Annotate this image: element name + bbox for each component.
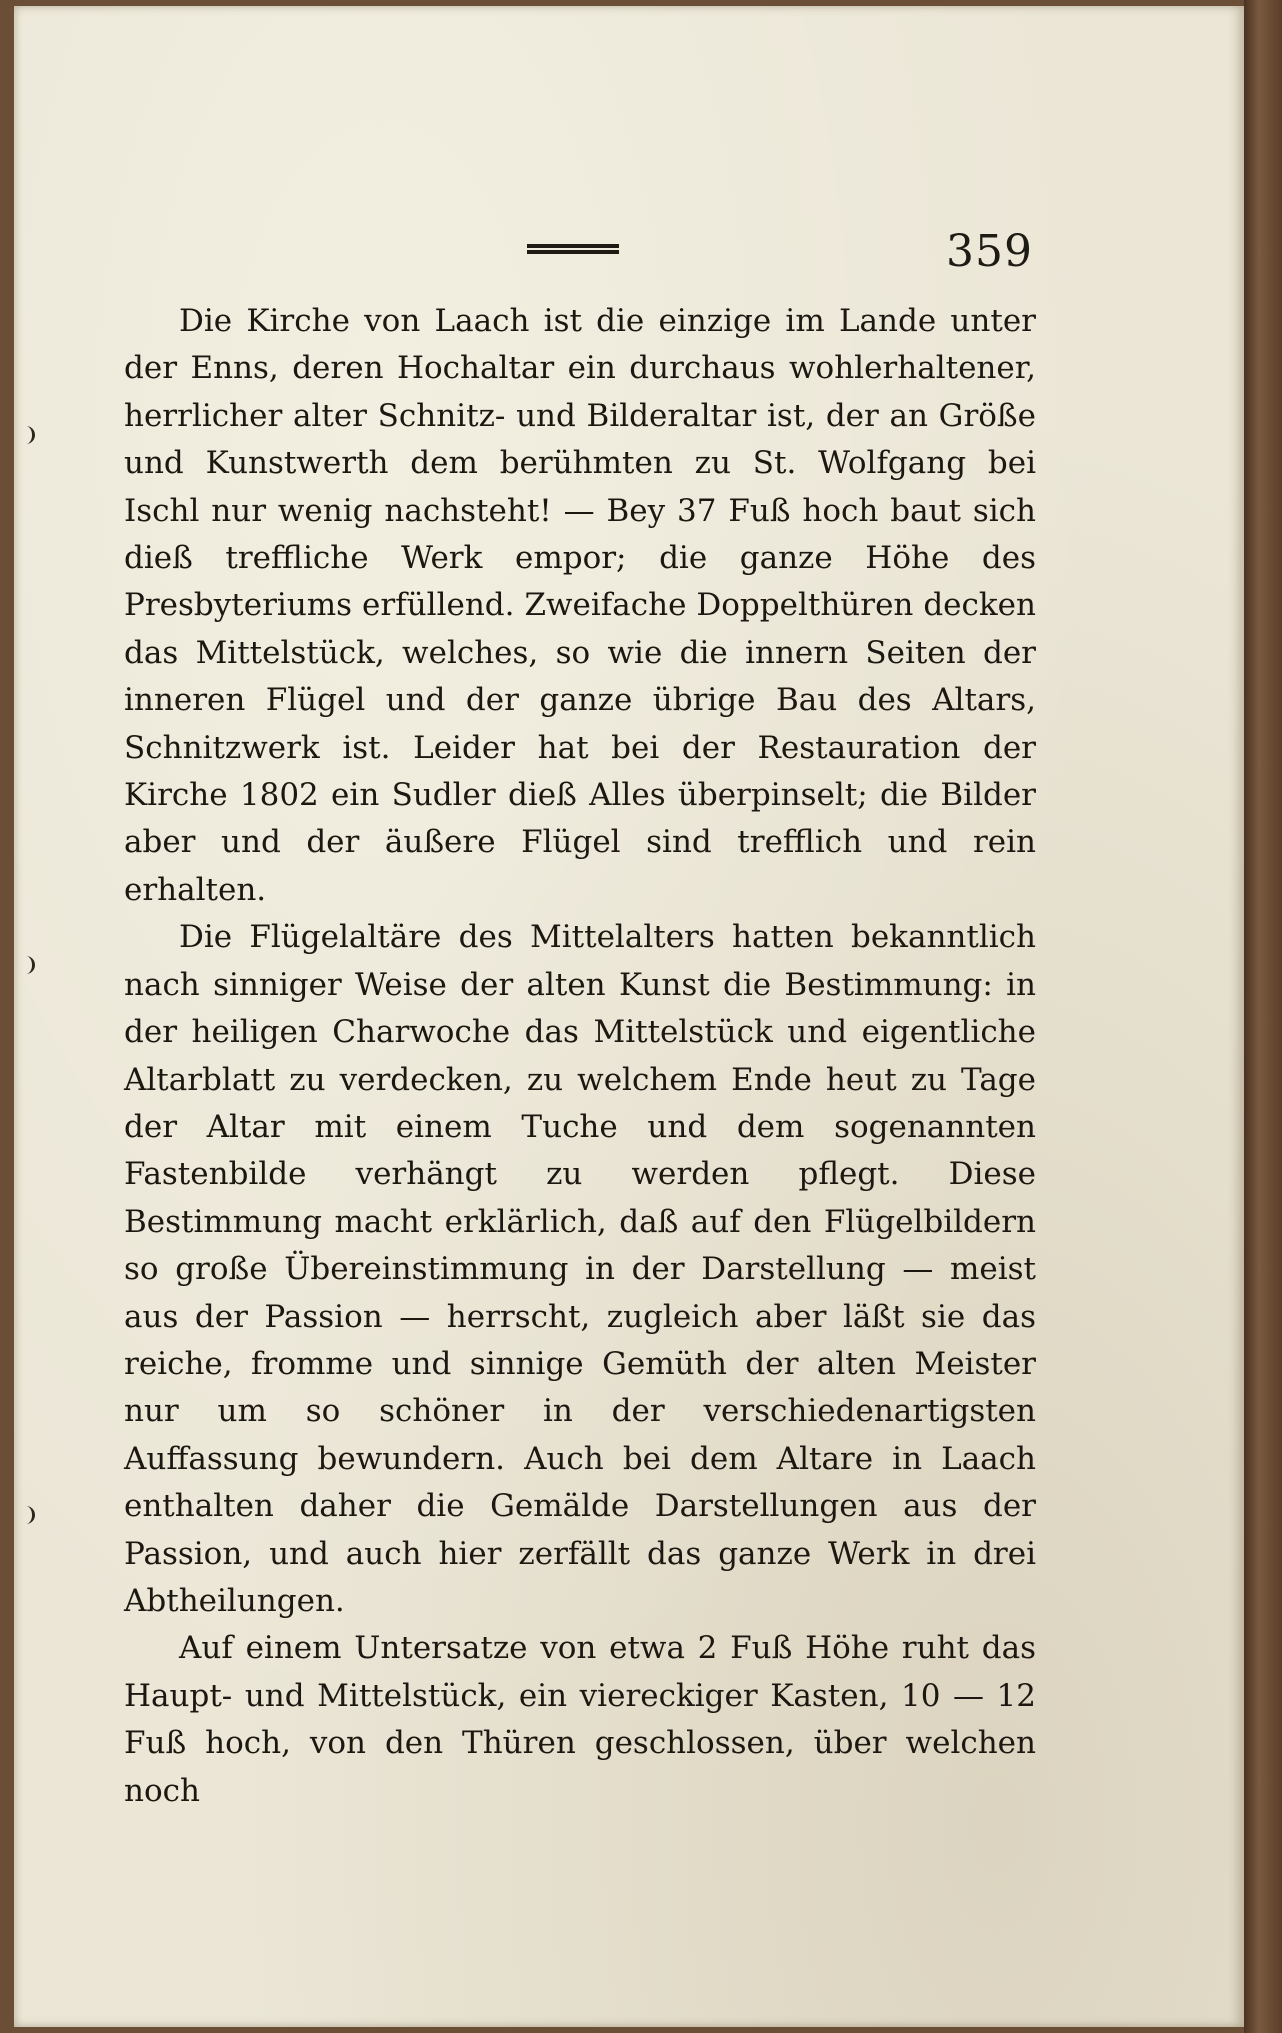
page-header [14,226,1244,276]
book-edge [1244,0,1282,2033]
paragraph-3: Auf einem Untersatze von etwa 2 Fuß Höhe ruht das Haupt- und Mittelstück, ein viereckiger Kasten, 10 — 12 Fuß hoch, von den Thüren geschlossen, über welchen noch [124,1630,1036,1809]
book-page [14,6,1244,2027]
paragraph-2: Die Flügelaltäre des Mittelalters hatten bekanntlich nach sinniger Weise der alten Kunst die Bestimmung: in der heiligen Charwoche das Mittelstück und eigentliche Altarblatt zu verdecken, zu welchem Ende heut zu Tage der Altar mit einem Tuche und dem sogenannten Fastenbilde verhängt zu werden pflegt. Diese Bestimmung macht erklärlich, daß auf den Flügelbildern so große Übereinstimmung in der Darstellung — meist aus der Passion — herrscht, zugleich aber läßt sie das reiche, fromme und sinnige Gemüth der alten Meister nur um so schöner in der verschiedenartigsten Auffassung bewundern. Auch bei dem Altare in Laach enthalten daher die Gemälde Darstellungen aus der Passion, und auch hier zerfällt das ganze Werk in drei Abtheilungen. [124,919,1036,1619]
header-rule [527,244,619,254]
binding-mark [22,426,35,444]
page-number: 359 [946,226,1033,277]
paragraph-1: Die Kirche von Laach ist die einzige im Lande unter der Enns, deren Hochaltar ein durchaus wohlerhaltener, herrlicher alter Schnitz- und Bilderaltar ist, der an Größe und Kunstwerth dem berühmten zu St. Wolfgang bei Ischl nur wenig nachsteht! — Bey 37 Fuß hoch baut sich dieß treffliche Werk empor; die ganze Höhe des Presbyteriums erfüllend. Zweifache Doppelthüren decken das Mittelstück, welches, so wie die innern Seiten der inneren Flügel und der ganze übrige Bau des Altars, Schnitzwerk ist. Leider hat bei der Restauration der Kirche 1802 ein Sudler dieß Alles überpinselt; die Bilder aber und der äußere Flügel sind trefflich und rein erhalten. [124,303,1036,908]
binding-mark [22,956,35,974]
body-text [124,298,1036,1815]
binding-mark [22,1506,35,1524]
